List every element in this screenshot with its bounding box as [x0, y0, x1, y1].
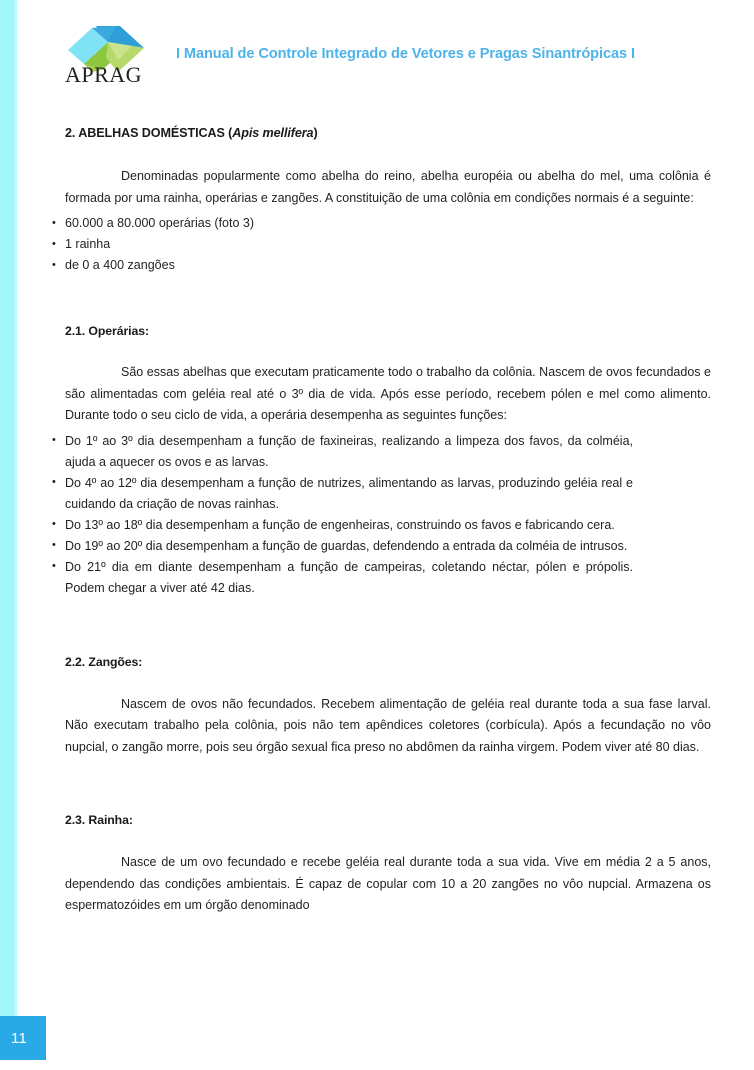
subsection-heading-2-3: 2.3. Rainha:	[65, 813, 133, 827]
intro-paragraph: Denominadas popularmente como abelha do reino, abelha européia ou abelha do mel, uma colônia é formada por uma rainha, operárias e zangões. A constituição de uma colônia em condições normais é a seguinte:	[65, 169, 711, 205]
intro-bullet-list	[65, 213, 711, 276]
document-body	[65, 126, 711, 917]
list-item: • Do 19º ao 20º dia desempenham a função de guardas, defendendo a entrada da colméia de intrusos.	[65, 536, 633, 557]
list-item: • Do 13º ao 18º dia desempenham a função de engenheiras, construindo os favos e fabricando cera.	[65, 515, 633, 536]
subsection-paragraph-2-2: Nascem de ovos não fecundados. Recebem alimentação de geléia real durante toda a sua fase larval. Não executam trabalho pela colônia, pois não tem apêndices coletores (corbícula). Após a fecundação no vôo nupcial, o zangão morre, pois seu órgão sexual fica preso no abdômen da rainha virgem. Podem viver até 80 dias.	[65, 696, 711, 754]
aprag-logo-mark	[62, 16, 154, 84]
section-heading-prefix: 2. ABELHAS DOMÉSTICAS (	[65, 126, 233, 140]
list-item: • de 0 a 400 zangões	[65, 255, 711, 276]
left-edge-strip-highlight	[14, 0, 17, 1033]
list-item: • Do 21º dia em diante desempenham a função de campeiras, coletando néctar, pólen e própolis. Podem chegar a viver até 42 dias.	[65, 557, 633, 599]
header-title: I Manual de Controle Integrado de Vetores e Pragas Sinantrópicas I	[176, 46, 635, 62]
page-number-badge	[0, 1016, 46, 1060]
list-item: • Do 1º ao 3º dia desempenham a função de faxineiras, realizando a limpeza dos favos, da colméia, ajuda a aquecer os ovos e as larvas.	[65, 431, 633, 473]
aprag-logo	[62, 16, 154, 84]
section-heading-scientific-name: Apis mellifera	[232, 126, 314, 140]
worker-bee-duties-list	[65, 431, 633, 599]
section-heading-2	[65, 126, 711, 140]
subsection-heading-2-1: 2.1. Operárias:	[65, 324, 149, 338]
left-edge-strip	[0, 0, 17, 1033]
list-item: • 1 rainha	[65, 234, 711, 255]
list-item: • Do 4º ao 12º dia desempenham a função de nutrizes, alimentando as larvas, produzindo geléia real e cuidando da criação de novas rainhas.	[65, 473, 633, 515]
subsection-heading-2-2: 2.2. Zangões:	[65, 654, 143, 669]
section-heading-suffix: )	[313, 126, 318, 140]
subsection-paragraph-2-1: São essas abelhas que executam praticamente todo o trabalho da colônia. Nascem de ovos fecundados e são alimentadas com geléia real até o 3º dia de vida. Após esse período, recebem pólen e mel como alimento. Durante todo o seu ciclo de vida, a operária desempenha as seguintes funções:	[65, 365, 711, 422]
subsection-paragraph-2-3: Nasce de um ovo fecundado e recebe geléia real durante toda a sua vida. Vive em média 2 a 5 anos, dependendo das condições ambientais. É capaz de copular com 10 a 20 zangões no vôo nupcial. Armazena os espermatozóides em um órgão denominado	[65, 855, 711, 912]
list-item: • 60.000 a 80.000 operárias (foto 3)	[65, 213, 711, 234]
svg-text:APRAG: APRAG	[65, 62, 143, 84]
page-header	[0, 0, 754, 100]
page-number-label: 11	[11, 1029, 28, 1047]
